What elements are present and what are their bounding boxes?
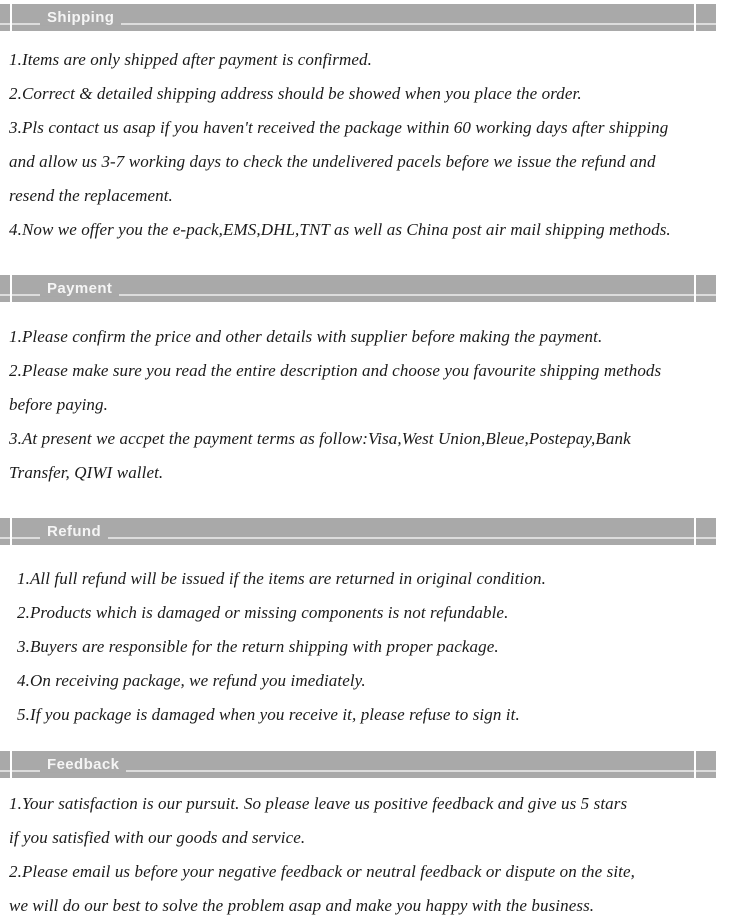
text-line: we will do our best to solve the problem asap and make you happy with the business. <box>9 896 595 915</box>
section-shipping <box>0 4 750 247</box>
header-tick-left-icon <box>10 275 12 302</box>
text-line: 2.Correct & detailed shipping address should be showed when you place the order. <box>9 84 582 103</box>
section-header-bar <box>0 518 716 545</box>
text-line: 2.Please email us before your negative feedback or neutral feedback or dispute on the site, <box>9 862 635 881</box>
text-line: 1.All full refund will be issued if the items are returned in original condition. <box>17 569 546 588</box>
section-payment <box>0 275 750 490</box>
text-line: 2.Products which is damaged or missing components is not refundable. <box>17 603 509 622</box>
section-header-bar <box>0 275 716 302</box>
text-line: 4.Now we offer you the e-pack,EMS,DHL,TNT as well as China post air mail shipping methods. <box>9 220 671 239</box>
text-line: 1.Your satisfaction is our pursuit. So please leave us positive feedback and give us 5 stars <box>9 794 628 813</box>
text-line: before paying. <box>9 395 108 414</box>
text-line: 5.If you package is damaged when you receive it, please refuse to sign it. <box>17 705 520 724</box>
text-line: 3.Pls contact us asap if you haven't received the package within 60 working days after shipping <box>9 118 669 137</box>
text-line: Transfer, QIWI wallet. <box>9 463 164 482</box>
text-line: 2.Please make sure you read the entire description and choose you favourite shipping methods <box>9 361 662 380</box>
header-tick-right-icon <box>694 518 696 545</box>
section-feedback <box>0 751 750 922</box>
section-title: Refund <box>40 522 108 539</box>
section-title: Feedback <box>40 755 126 772</box>
header-tick-left-icon <box>10 751 12 778</box>
section-header-bar <box>0 751 716 778</box>
header-tick-left-icon <box>10 4 12 31</box>
header-tick-left-icon <box>10 518 12 545</box>
header-tick-right-icon <box>694 275 696 302</box>
text-line: 3.Buyers are responsible for the return shipping with proper package. <box>17 637 499 656</box>
section-title: Payment <box>40 279 119 296</box>
section-body <box>0 320 750 490</box>
header-tick-right-icon <box>694 751 696 778</box>
text-line: 1.Items are only shipped after payment is confirmed. <box>9 50 372 69</box>
text-line: 4.On receiving package, we refund you imediately. <box>17 671 366 690</box>
text-line: 3.At present we accpet the payment terms as follow:Visa,West Union,Bleue,Postepay,Bank <box>9 429 631 448</box>
text-line: if you satisfied with our goods and service. <box>9 828 306 847</box>
text-line: resend the replacement. <box>9 186 173 205</box>
text-line: 1.Please confirm the price and other details with supplier before making the payment. <box>9 327 603 346</box>
text-line: and allow us 3-7 working days to check the undelivered pacels before we issue the refund and <box>9 152 656 171</box>
section-title: Shipping <box>40 8 121 25</box>
header-tick-right-icon <box>694 4 696 31</box>
section-body <box>0 562 750 732</box>
section-body <box>0 787 750 922</box>
section-body <box>0 43 750 247</box>
section-header-bar <box>0 4 716 31</box>
section-refund <box>0 518 750 732</box>
